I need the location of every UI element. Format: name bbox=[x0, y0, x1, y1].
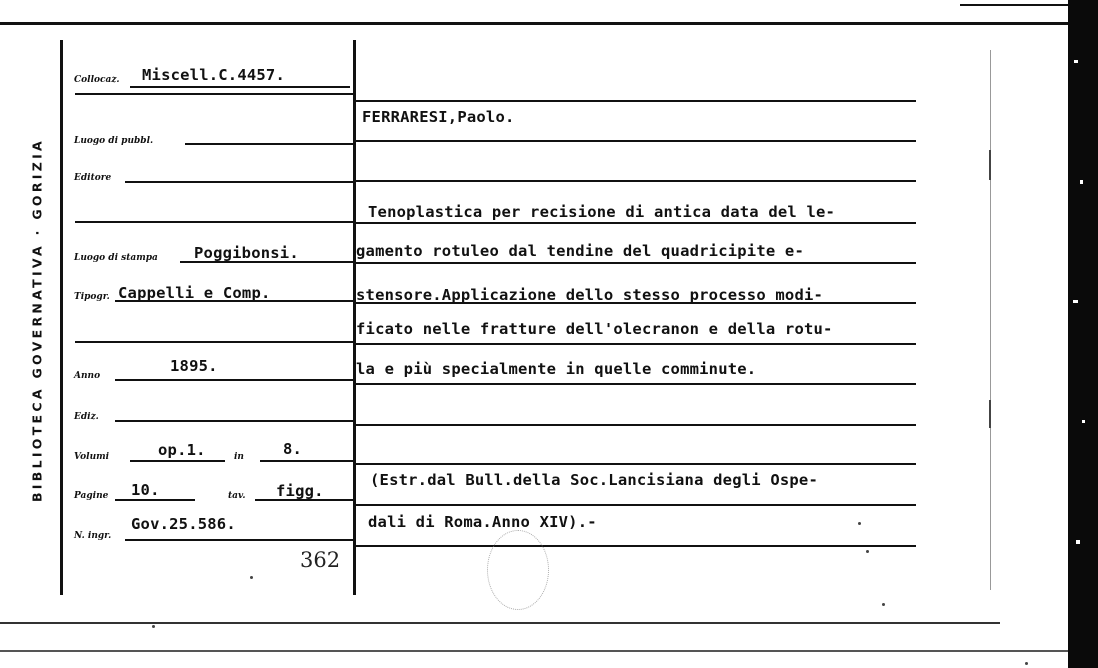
label-tipografia: Tipogr. bbox=[74, 292, 110, 302]
handwritten-number: 362 bbox=[300, 548, 341, 572]
rule-editore bbox=[125, 181, 355, 183]
label-luogo-stampa: Luogo di stampa bbox=[74, 253, 158, 263]
left-margin-rule bbox=[60, 40, 63, 595]
label-anno: Anno bbox=[74, 371, 101, 381]
rule-right-2 bbox=[356, 140, 916, 142]
center-divider-rule bbox=[353, 40, 356, 595]
right-margin-rule bbox=[990, 50, 991, 590]
speck bbox=[858, 522, 861, 525]
label-tav: tav. bbox=[228, 491, 246, 501]
value-tipografia: Cappelli e Comp. bbox=[118, 284, 271, 302]
institution-vertical-label bbox=[17, 80, 57, 560]
speck bbox=[250, 576, 253, 579]
rule-right-9 bbox=[356, 424, 916, 426]
rule-right-12 bbox=[356, 545, 916, 547]
rule-right-8 bbox=[356, 383, 916, 385]
label-in: in bbox=[234, 452, 244, 462]
rule-right-1 bbox=[356, 100, 916, 102]
rule-collocazione bbox=[130, 86, 350, 88]
title-line: la e più specialmente in quelle comminute. bbox=[356, 360, 757, 378]
label-collocazione: Collocaz. bbox=[74, 75, 120, 85]
value-tavole: figg. bbox=[276, 482, 324, 500]
card-bottom-edge bbox=[0, 622, 1000, 624]
rule-blank-1 bbox=[75, 221, 355, 223]
rule-pagine bbox=[115, 499, 195, 501]
speck bbox=[1025, 662, 1028, 665]
stamp-smudge bbox=[487, 530, 549, 610]
rule-edizione bbox=[115, 420, 355, 422]
rule-volumi bbox=[130, 460, 225, 462]
note-line: (Estr.dal Bull.della Soc.Lancisiana degli Ospe- bbox=[370, 471, 818, 489]
title-line: stensore.Applicazione dello stesso processo modi- bbox=[356, 286, 824, 304]
top-border-thin bbox=[960, 4, 1068, 6]
rule-right-11 bbox=[356, 504, 916, 506]
scan-edge-bar bbox=[1068, 0, 1098, 668]
note-line: dali di Roma.Anno XIV).- bbox=[368, 513, 597, 531]
rule-right-5 bbox=[356, 262, 916, 264]
rule-formato bbox=[260, 460, 355, 462]
rule-right-4 bbox=[356, 222, 916, 224]
value-pagine: 10. bbox=[131, 481, 160, 499]
rule-luogo-pubbl bbox=[185, 143, 355, 145]
speck bbox=[152, 625, 155, 628]
rule-right-3 bbox=[356, 180, 916, 182]
label-editore: Editore bbox=[74, 173, 112, 183]
bottom-border bbox=[0, 650, 1068, 652]
title-line: gamento rotuleo dal tendine del quadricipite e- bbox=[356, 242, 804, 260]
rule-left-1 bbox=[75, 93, 353, 95]
label-pagine: Pagine bbox=[74, 491, 109, 501]
rule-n-ingr bbox=[125, 539, 355, 541]
speck bbox=[882, 603, 885, 606]
top-border bbox=[0, 22, 1068, 25]
value-anno: 1895. bbox=[170, 357, 218, 375]
value-collocazione: Miscell.C.4457. bbox=[142, 66, 285, 84]
label-n-ingr: N. ingr. bbox=[74, 531, 112, 541]
value-volumi: op.1. bbox=[158, 441, 206, 459]
margin-tick bbox=[989, 400, 991, 428]
value-luogo-stampa: Poggibonsi. bbox=[194, 244, 299, 262]
title-line: Tenoplastica per recisione di antica data del le- bbox=[368, 203, 836, 221]
title-line: ficato nelle fratture dell'olecranon e della rotu- bbox=[356, 320, 833, 338]
label-luogo-pubbl: Luogo di pubbl. bbox=[74, 136, 154, 146]
speck bbox=[866, 550, 869, 553]
value-n-ingr: Gov.25.586. bbox=[131, 515, 236, 533]
rule-anno bbox=[115, 379, 355, 381]
label-edizione: Ediz. bbox=[74, 412, 99, 422]
author: FERRARESI,Paolo. bbox=[362, 108, 515, 126]
rule-right-10 bbox=[356, 463, 916, 465]
label-volumi: Volumi bbox=[74, 452, 110, 462]
rule-blank-2 bbox=[75, 341, 355, 343]
value-formato: 8. bbox=[283, 440, 303, 458]
rule-right-7 bbox=[356, 343, 916, 345]
institution-name: BIBLIOTECA GOVERNATIVA · GORIZIA bbox=[29, 137, 45, 503]
margin-tick bbox=[989, 150, 991, 180]
